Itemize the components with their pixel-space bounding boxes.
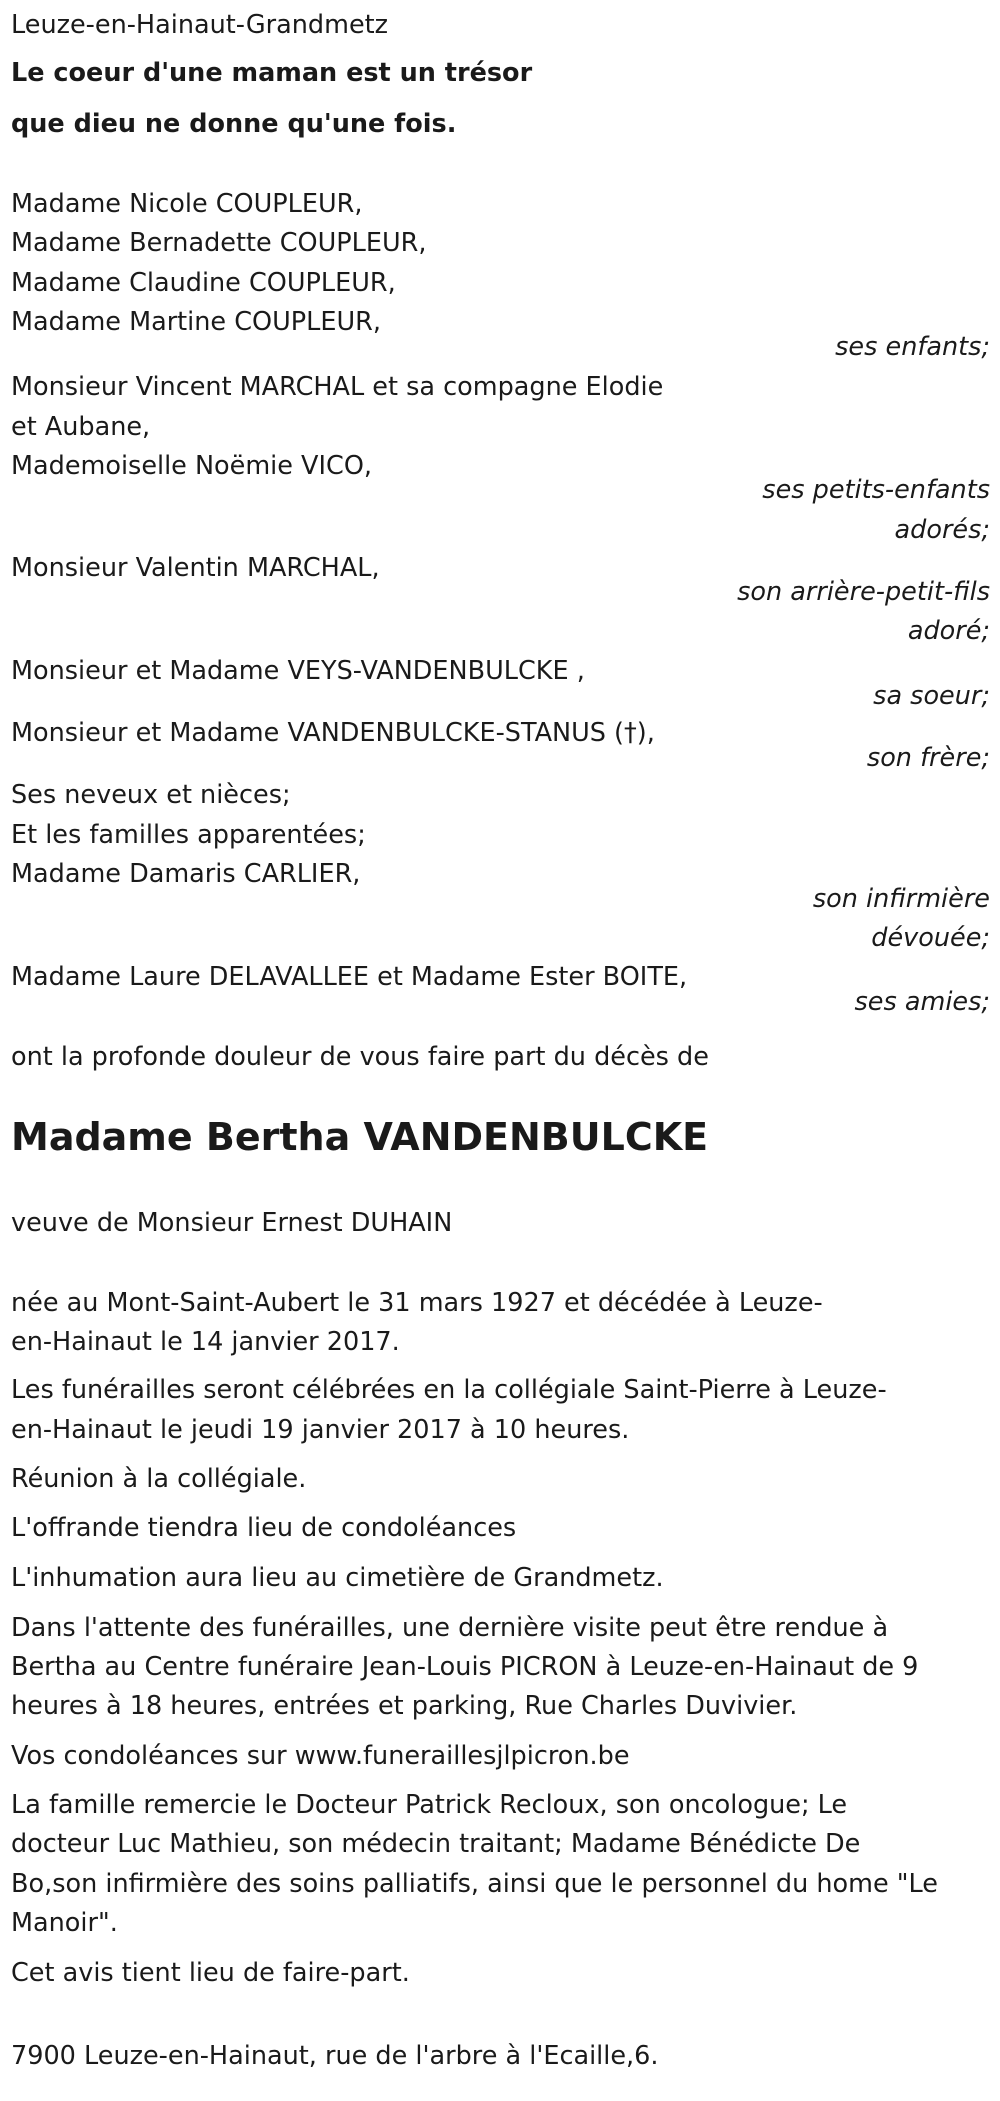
body-line: Bo,son infirmière des soins palliatifs, ainsi que le personnel du home "Le: [11, 1869, 938, 1899]
sister-name: Monsieur et Madame VEYS-VANDENBULCKE ,: [11, 656, 585, 686]
nurse-role-line-1: son infirmière: [812, 884, 990, 914]
great-grandchild-role-line-2: adoré;: [907, 616, 990, 646]
condolences-website: Vos condoléances sur www.funeraillesjlpicron.be: [11, 1741, 630, 1771]
address: 7900 Leuze-en-Hainaut, rue de l'arbre à l'Ecaille,6.: [11, 2041, 659, 2071]
friends-names: Madame Laure DELAVALLEE et Madame Ester BOITE,: [11, 962, 688, 992]
epitaph-line-1: Le coeur d'une maman est un trésor: [11, 58, 533, 88]
great-grandchild-name: Monsieur Valentin MARCHAL,: [11, 553, 380, 583]
epitaph-line-2: que dieu ne donne qu'une fois.: [11, 109, 457, 139]
nurse-name: Madame Damaris CARLIER,: [11, 859, 361, 889]
grandchild-line: Mademoiselle Noëmie VICO,: [11, 451, 372, 481]
other-relatives-line: Et les familles apparentées;: [11, 820, 366, 850]
children-role: ses enfants;: [835, 332, 990, 362]
announcement: ont la profonde douleur de vous faire part du décès de: [11, 1042, 709, 1072]
body-line: Dans l'attente des funérailles, une dernière visite peut être rendue à: [11, 1613, 889, 1643]
body-line: heures à 18 heures, entrées et parking, Rue Charles Duvivier.: [11, 1691, 798, 1721]
body-line: Cet avis tient lieu de faire-part.: [11, 1958, 410, 1988]
body-line: née au Mont-Saint-Aubert le 31 mars 1927 et décédée à Leuze-: [11, 1288, 823, 1318]
body-line: Manoir".: [11, 1908, 118, 1938]
body-line: Bertha au Centre funéraire Jean-Louis PICRON à Leuze-en-Hainaut de 9: [11, 1652, 919, 1682]
child-name: Madame Claudine COUPLEUR,: [11, 268, 396, 298]
widow-of: veuve de Monsieur Ernest DUHAIN: [11, 1208, 453, 1238]
body-line: en-Hainaut le jeudi 19 janvier 2017 à 10 heures.: [11, 1415, 630, 1445]
body-line: L'offrande tiendra lieu de condoléances: [11, 1513, 517, 1543]
grandchildren-role-line-2: adorés;: [894, 515, 990, 545]
brother-role: son frère;: [866, 743, 990, 773]
brother-name: Monsieur et Madame VANDENBULCKE-STANUS (†),: [11, 718, 655, 748]
body-line: La famille remercie le Docteur Patrick Recloux, son oncologue; Le: [11, 1790, 848, 1820]
nurse-role-line-2: dévouée;: [871, 923, 990, 953]
body-line: en-Hainaut le 14 janvier 2017.: [11, 1327, 400, 1357]
great-grandchild-role-line-1: son arrière-petit-fils: [737, 577, 990, 607]
child-name: Madame Bernadette COUPLEUR,: [11, 228, 427, 258]
body-line: Réunion à la collégiale.: [11, 1464, 307, 1494]
place-header: Leuze-en-Hainaut-Grandmetz: [11, 10, 389, 40]
other-relatives-line: Ses neveux et nièces;: [11, 780, 291, 810]
grandchildren-role-line-1: ses petits-enfants: [762, 475, 990, 505]
child-name: Madame Martine COUPLEUR,: [11, 307, 381, 337]
body-line: Les funérailles seront célébrées en la collégiale Saint-Pierre à Leuze-: [11, 1375, 887, 1405]
sister-role: sa soeur;: [873, 681, 990, 711]
grandchild-line: Monsieur Vincent MARCHAL et sa compagne Elodie: [11, 372, 664, 402]
child-name: Madame Nicole COUPLEUR,: [11, 189, 363, 219]
deceased-name: Madame Bertha VANDENBULCKE: [11, 1115, 709, 1159]
friends-role: ses amies;: [854, 987, 990, 1017]
body-line: docteur Luc Mathieu, son médecin traitant; Madame Bénédicte De: [11, 1829, 861, 1859]
grandchild-line: et Aubane,: [11, 412, 151, 442]
body-line: L'inhumation aura lieu au cimetière de Grandmetz.: [11, 1563, 664, 1593]
